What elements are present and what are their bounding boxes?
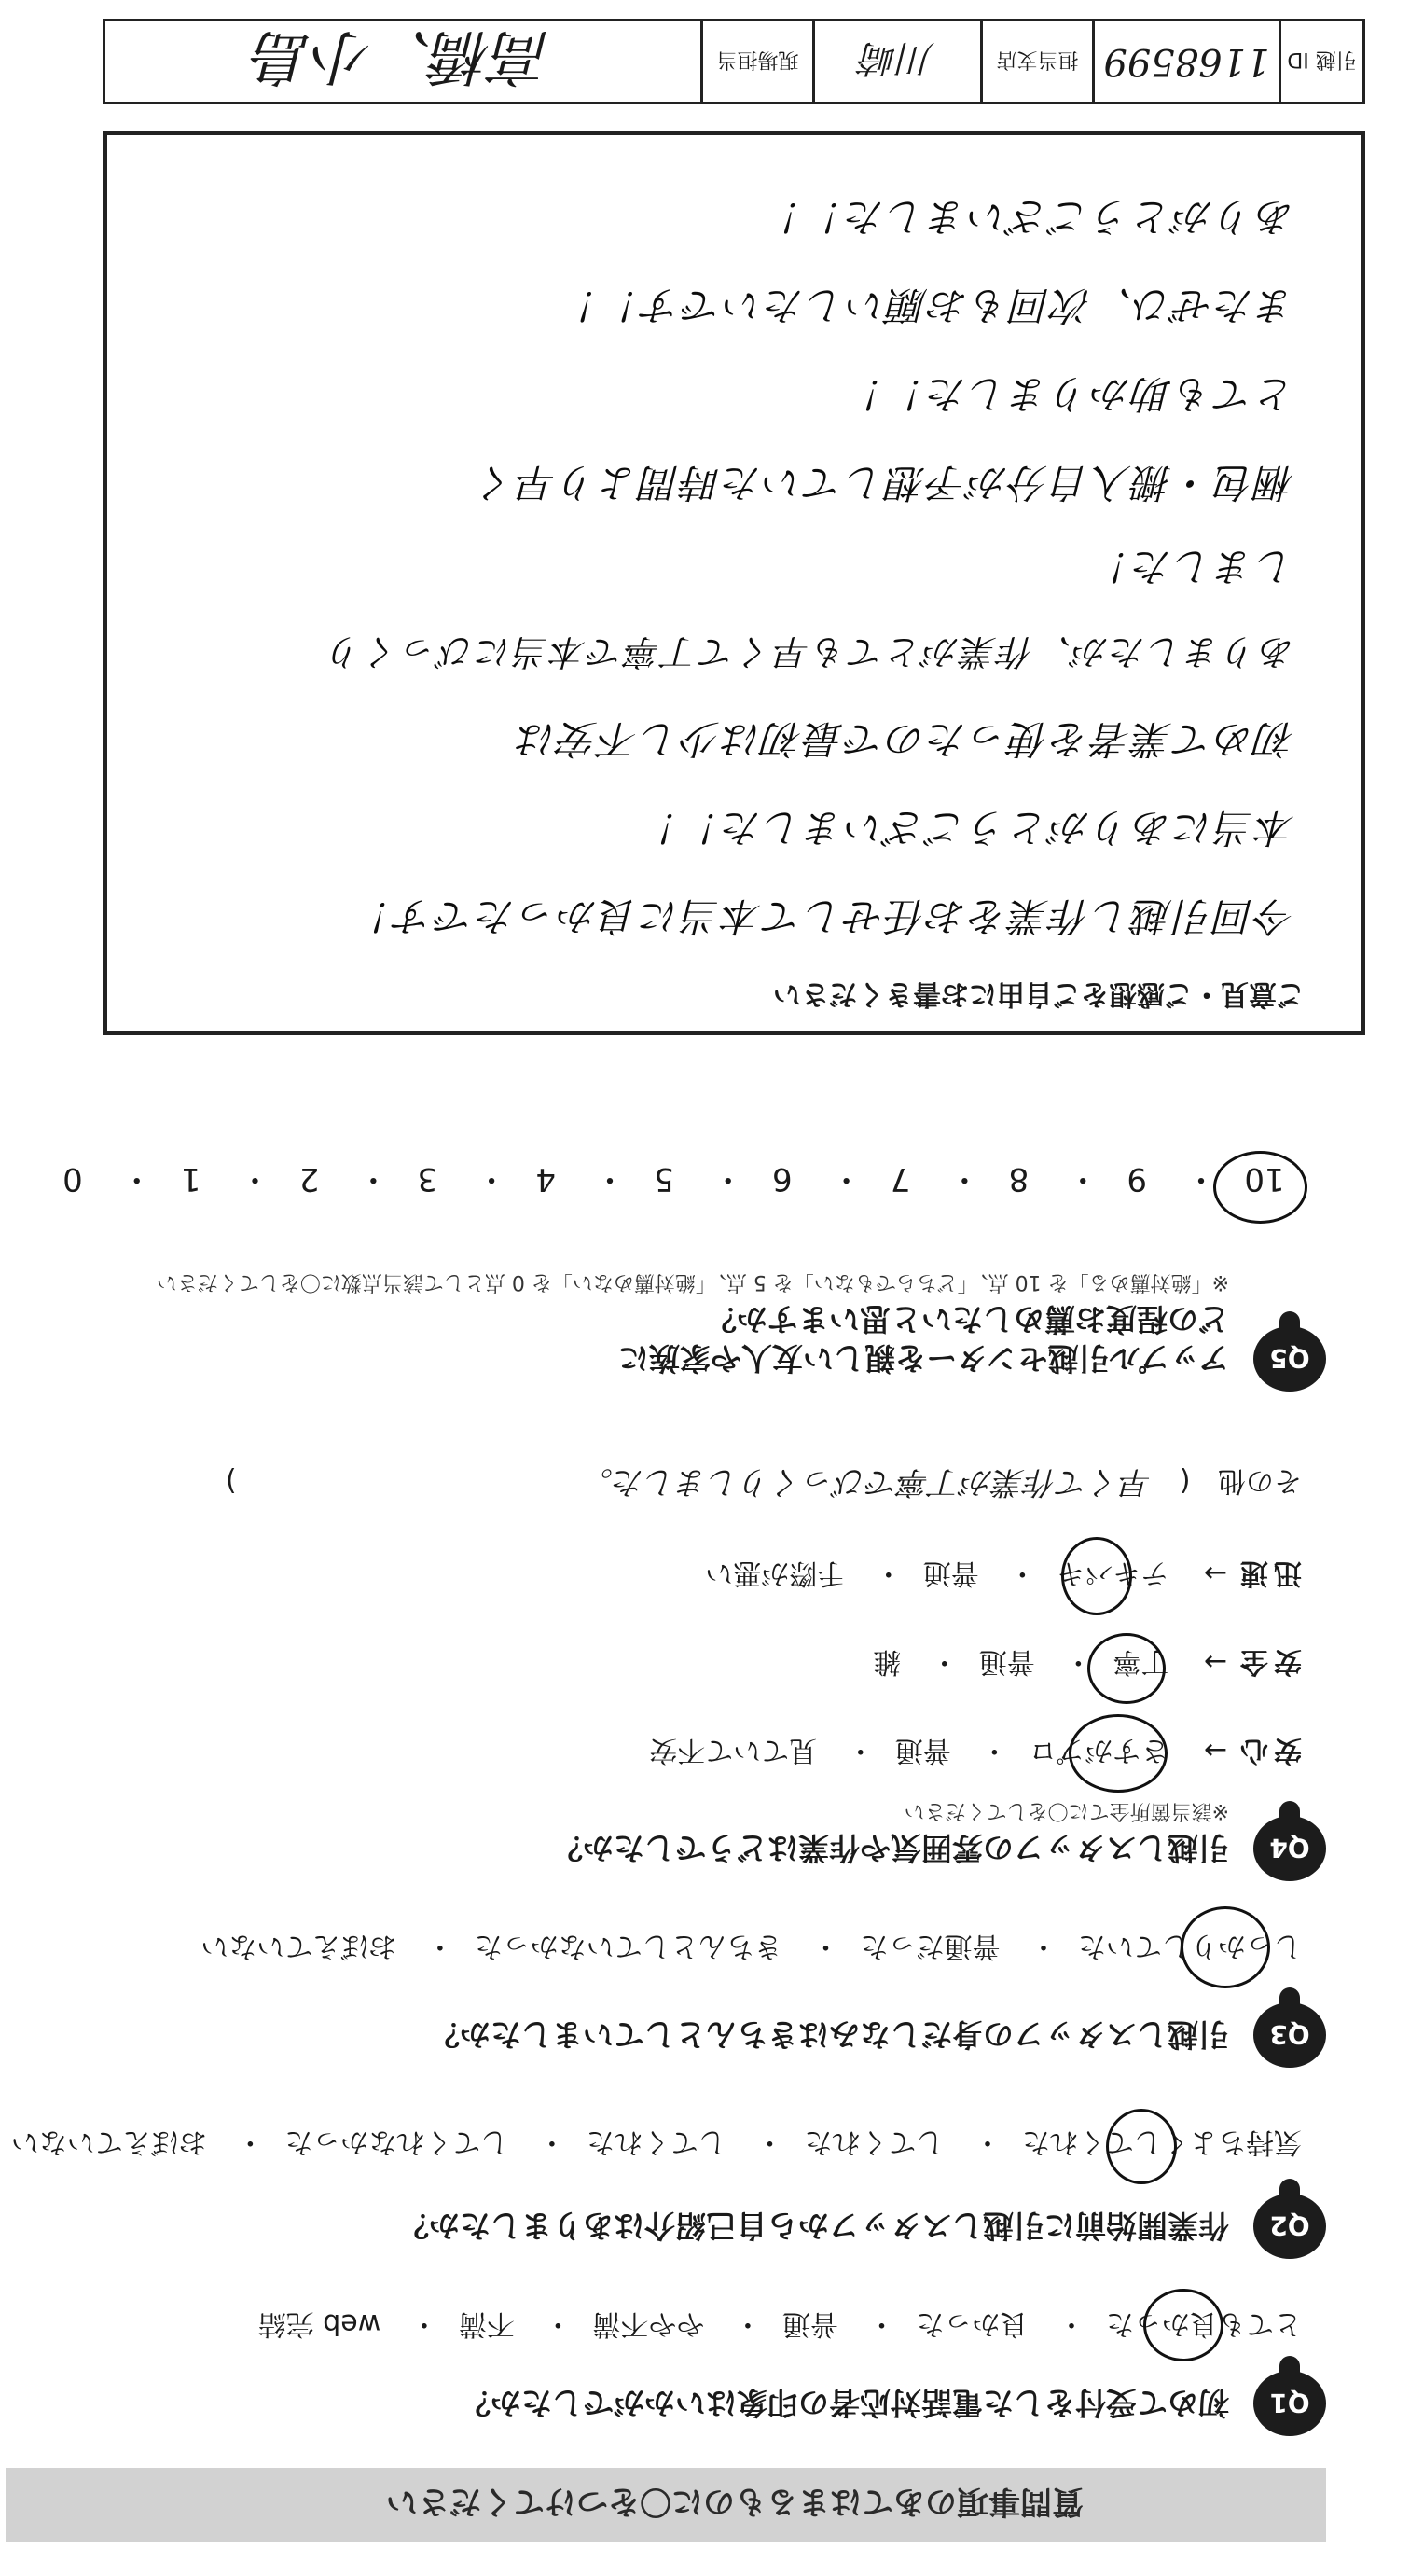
q2-option[interactable]: してくれた — [586, 2126, 726, 2158]
q4-option[interactable]: 普通 — [922, 1557, 979, 1589]
q4-row-jinsoku: 迅速→ テキパキ・ 普通・ 手際が悪い — [705, 1556, 1302, 1597]
move-id-label: 引越 ID — [1279, 21, 1362, 102]
scale-value[interactable]: 1 — [180, 1160, 201, 1198]
q1-text: 初めて受付をした電話対応者の印象はいかがでしたか？ — [460, 2385, 1229, 2421]
q4-option[interactable]: テキパキ — [1057, 1557, 1169, 1589]
question-q3 — [114, 1993, 1326, 2068]
comment-line: 梱包・搬入自分が予想していた時間より早く — [474, 460, 1295, 506]
q1-option[interactable]: 普通 — [781, 2307, 838, 2340]
branch-value[interactable]: 川崎 — [812, 21, 980, 102]
q1-option[interactable]: web 完結 — [257, 2307, 381, 2340]
move-id-table — [103, 19, 1365, 104]
q1-option[interactable]: 良かった — [916, 2307, 1029, 2340]
q4-other-row: その他 ( 早くて作業が丁寧でびっくりしました。 ) — [225, 1463, 1302, 1501]
q1-selection-circle — [1143, 2289, 1223, 2361]
comment-box[interactable] — [103, 131, 1365, 1035]
q4-anzen-selection-circle — [1087, 1633, 1169, 1704]
comment-line: 今回引越し作業をお任せして本当に良かったです！ — [351, 893, 1295, 939]
q4-row-anshin: 安心→ さすがプロ・ 普通・ 見ていて不安 — [649, 1733, 1302, 1774]
q2-option[interactable]: おぼえていない — [10, 2126, 207, 2158]
q3-badge: Q3 — [1253, 2002, 1326, 2068]
q4-option[interactable]: 普通 — [894, 1734, 951, 1766]
q5-note-line1: ※「絶対薦める」を 10 点、「どちらでもない」を 5 点、「絶対薦めない」を 0 点として該当点数に〇をしてください — [156, 1270, 1229, 1294]
q3-option[interactable]: きちんとしていなかった — [474, 1930, 782, 1962]
comment-line: 初めて業者を使ったので最初は少し不安は — [515, 716, 1295, 762]
q4-row-label: 安心 — [1235, 1734, 1302, 1766]
q5-badge: Q5 — [1253, 1326, 1326, 1392]
q2-option[interactable]: 気持ちよくしてくれた — [1022, 2126, 1302, 2158]
q1-badge: Q1 — [1253, 2371, 1326, 2436]
q5-text-line1: アップル引越センターを親しい友人や家族に — [617, 1340, 1229, 1377]
q4-jinsoku-selection-circle — [1061, 1537, 1132, 1615]
q1-option[interactable]: 不満 — [458, 2307, 515, 2340]
instruction-text: 質問事項のあてはまるものに〇をつけてください — [386, 2483, 1084, 2521]
comment-line: しました！ — [1089, 544, 1295, 589]
q4-row-label: 迅速 — [1235, 1557, 1302, 1589]
scale-value[interactable]: 9 — [1127, 1160, 1148, 1198]
scale-value[interactable]: 6 — [771, 1160, 793, 1198]
question-q4 — [114, 1779, 1326, 1881]
scale-value[interactable]: 0 — [62, 1160, 83, 1198]
branch-label: 担当支店 — [980, 21, 1092, 102]
q3-option[interactable]: 普通だった — [860, 1930, 1001, 1962]
scale-value[interactable]: 2 — [298, 1160, 320, 1198]
question-q5 — [114, 1252, 1326, 1392]
comment-line: またぜひ、次回もお願いしたいです！！ — [558, 283, 1295, 328]
q4-option[interactable]: 普通 — [978, 1645, 1035, 1678]
q4-row-anzen: 安全→ 丁寧・ 普通・ 雑 — [873, 1644, 1302, 1685]
q4-note: ※該当箇所全てに〇をしてください — [904, 1799, 1229, 1822]
scale-value[interactable]: 4 — [535, 1160, 556, 1198]
scale-selection-circle — [1213, 1151, 1307, 1224]
q2-selection-circle — [1106, 2109, 1177, 2184]
comment-line: ありましたが、作業がとても早くて丁寧で本当にびっくり — [325, 631, 1295, 672]
q3-option[interactable]: しっかりしていた — [1078, 1930, 1302, 1962]
q5-text-line2: どの程度お薦めしたいと思いますか？ — [706, 1301, 1229, 1337]
question-q1 — [114, 2361, 1326, 2436]
scale-value[interactable]: 8 — [1008, 1160, 1030, 1198]
q3-options: しっかりしていた・ 普通だった・ きちんとしていなかった・ おぼえていない — [200, 1930, 1302, 1962]
q4-option[interactable]: 手際が悪い — [705, 1557, 846, 1589]
staff-label: 現場担当 — [700, 21, 812, 102]
q4-other-handwriting[interactable]: 早くて作業が丁寧でびっくりしました。 — [581, 1463, 1153, 1501]
q4-option[interactable]: 見ていて不安 — [649, 1734, 818, 1766]
q2-options: 気持ちよくしてくれた・ してくれた・ してくれた・ してくれなかった・ おぼえていない — [10, 2126, 1302, 2158]
move-id-value[interactable]: 1168599 — [1092, 21, 1279, 102]
q2-option[interactable]: してくれた — [804, 2126, 945, 2158]
question-q2 — [114, 2184, 1326, 2259]
comment-heading: ご意見・ご感想をご自由にお書きください — [773, 977, 1305, 1010]
q4-text: 引越しスタッフの雰囲気や作業はどうでしたか？ — [552, 1830, 1229, 1866]
recommendation-scale: 10・ 9・ 8・ 7・ 6・ 5・ 4・ 3・ 2・ 1・ 0 — [45, 1159, 1302, 1205]
staff-value[interactable]: 高橋、小島 — [254, 21, 552, 90]
q4-option[interactable]: 雑 — [873, 1645, 902, 1678]
q1-options: とても良かった・ 良かった・ 普通・ やや不満・ 不満・ web 完結 — [257, 2307, 1302, 2340]
scale-value[interactable]: 3 — [417, 1160, 438, 1198]
q2-badge: Q2 — [1253, 2194, 1326, 2259]
comment-line: とても助かりました！！ — [843, 371, 1295, 417]
q2-text: 作業開始前に引越しスタッフから自己紹介はありましたか？ — [398, 2208, 1229, 2244]
scale-value[interactable]: 7 — [890, 1160, 911, 1198]
comment-line: ありがとうございました！！ — [761, 194, 1295, 240]
q4-option[interactable]: さすがプロ — [1029, 1734, 1169, 1766]
instruction-banner — [6, 2468, 1326, 2542]
q4-other-label: その他 — [1218, 1464, 1302, 1497]
scale-value[interactable]: 5 — [654, 1160, 674, 1198]
q1-option[interactable]: やや不満 — [592, 2307, 705, 2340]
q3-option[interactable]: おぼえていない — [200, 1930, 397, 1962]
q3-text: 引越しスタッフの身だしなみはきちんとしていましたか？ — [429, 2016, 1229, 2053]
q4-row-label: 安全 — [1235, 1645, 1302, 1678]
comment-line: 本当にありがとうございました！！ — [638, 805, 1295, 851]
q4-option[interactable]: 丁寧 — [1113, 1645, 1169, 1678]
q1-option[interactable]: とても良かった — [1106, 2307, 1302, 2340]
q4-badge: Q4 — [1253, 1816, 1326, 1881]
scale-value[interactable]: 10 — [1244, 1160, 1285, 1198]
q2-option[interactable]: してくれなかった — [284, 2126, 509, 2158]
q3-selection-circle — [1181, 1906, 1270, 1988]
q4-anshin-selection-circle — [1069, 1714, 1168, 1793]
